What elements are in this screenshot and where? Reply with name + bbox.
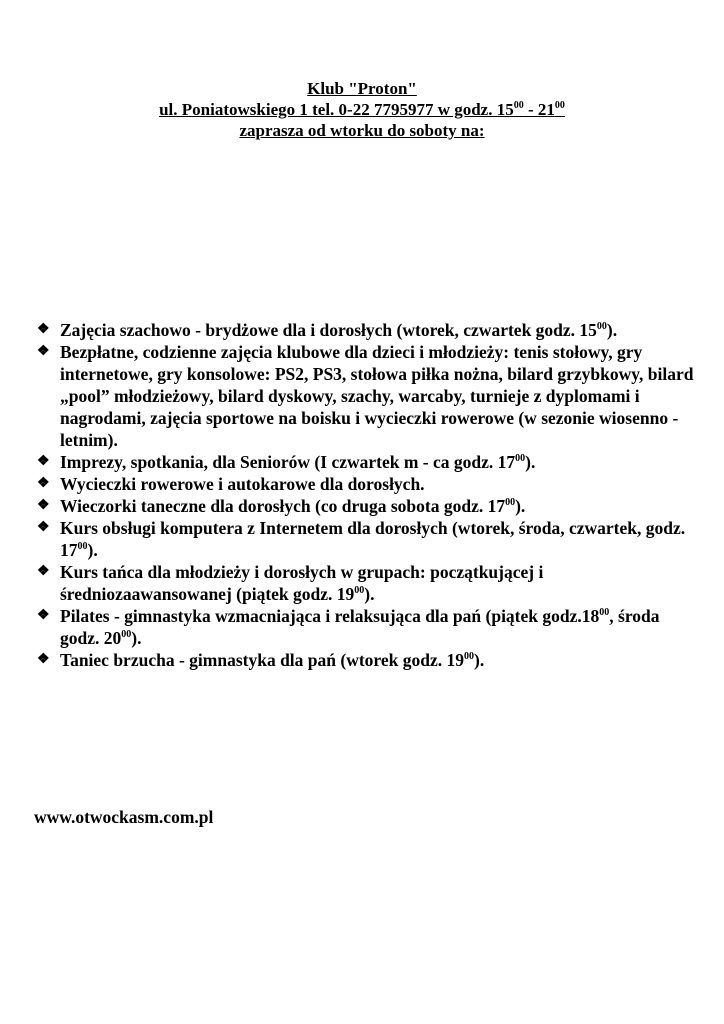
address-text: ul. Poniatowskiego 1 tel. 0-22 7795977 w godz. 15 <box>159 100 514 119</box>
list-item <box>34 649 694 671</box>
item-text-end: ). <box>474 650 485 670</box>
item-text-end: ). <box>364 584 375 604</box>
item-text: Pilates - gimnastyka wzmacniająca i relaksująca dla pań (piątek godz.18 <box>60 606 600 626</box>
diamond-bullet-icon: ❖ <box>37 608 50 623</box>
list-item <box>34 495 694 517</box>
list-item <box>34 605 694 649</box>
item-text: Imprezy, spotkania, dla Seniorów (I czwartek m - ca godz. 17 <box>60 452 516 472</box>
diamond-bullet-icon: ❖ <box>37 520 50 535</box>
list-item <box>34 451 694 473</box>
website-link[interactable]: www.otwockasm.com.pl <box>34 807 214 827</box>
club-name: Klub "Proton" <box>307 79 417 98</box>
diamond-bullet-icon: ❖ <box>37 454 50 469</box>
item-text: Zajęcia szachowo - brydżowe dla i dorosłych (wtorek, czwartek godz. 15 <box>60 320 597 340</box>
item-superscript: 00 <box>505 497 516 508</box>
list-item <box>34 561 694 605</box>
diamond-bullet-icon: ❖ <box>37 344 50 359</box>
item-superscript: 00 <box>354 585 365 596</box>
list-item <box>34 319 694 341</box>
item-text-mid: , środa godz. 20 <box>60 606 660 648</box>
item-text: Kurs tańca dla młodzieży i dorosłych w grupach: początkującej i średniozaawansowanej (piątek godz. 19 <box>60 562 544 604</box>
item-superscript: 00 <box>464 651 474 662</box>
item-text: Bezpłatne, codzienne zajęcia klubowe dla dzieci i młodzieży: tenis stołowy, gry internetowe, gry konsolowe: PS2, PS3, stołowa piłka nożna, bilard grzybkowy, bilard „pool” młodzieżowy, bilard dyskowy, szachy, warcaby, turnieje z dyplomami i nagrodami, zajęcia sportowe na boisku i wycieczki rowerowe (w sezonie wiosenno - letnim). <box>60 342 694 450</box>
item-text: Kurs obsługi komputera z Internetem dla dorosłych (wtorek, środa, czwartek, godz. 17 <box>60 518 686 560</box>
item-superscript: 00 <box>599 607 610 618</box>
address-mid-text: - 21 <box>523 100 555 119</box>
diamond-bullet-icon: ❖ <box>37 652 50 667</box>
item-superscript: 00 <box>596 321 607 332</box>
hours-open-superscript: 00 <box>513 100 524 111</box>
item-text-end: ). <box>131 628 142 648</box>
invitation-line: zaprasza od wtorku do soboty na: <box>239 121 485 140</box>
activities-list <box>34 319 694 671</box>
item-text: Wycieczki rowerowe i autokarowe dla dorosłych. <box>60 474 425 494</box>
item-superscript: 00 <box>121 629 132 640</box>
item-text-end: ). <box>525 452 536 472</box>
club-address-line <box>0 99 724 120</box>
item-text-end: ). <box>515 496 526 516</box>
diamond-bullet-icon: ❖ <box>37 564 50 579</box>
item-text: Taniec brzucha - gimnastyka dla pań (wtorek godz. 19 <box>60 650 464 670</box>
item-superscript: 00 <box>77 541 88 552</box>
list-item <box>34 473 694 495</box>
diamond-bullet-icon: ❖ <box>37 322 50 337</box>
list-item <box>34 517 694 561</box>
item-text: Wieczorki taneczne dla dorosłych (co druga sobota godz. 17 <box>60 496 506 516</box>
hours-close-superscript: 00 <box>554 100 565 111</box>
diamond-bullet-icon: ❖ <box>37 476 50 491</box>
document-header <box>0 78 724 141</box>
item-superscript: 00 <box>515 453 526 464</box>
item-text-end: ). <box>87 540 98 560</box>
list-item <box>34 341 694 451</box>
diamond-bullet-icon: ❖ <box>37 498 50 513</box>
item-text-end: ). <box>606 320 618 340</box>
